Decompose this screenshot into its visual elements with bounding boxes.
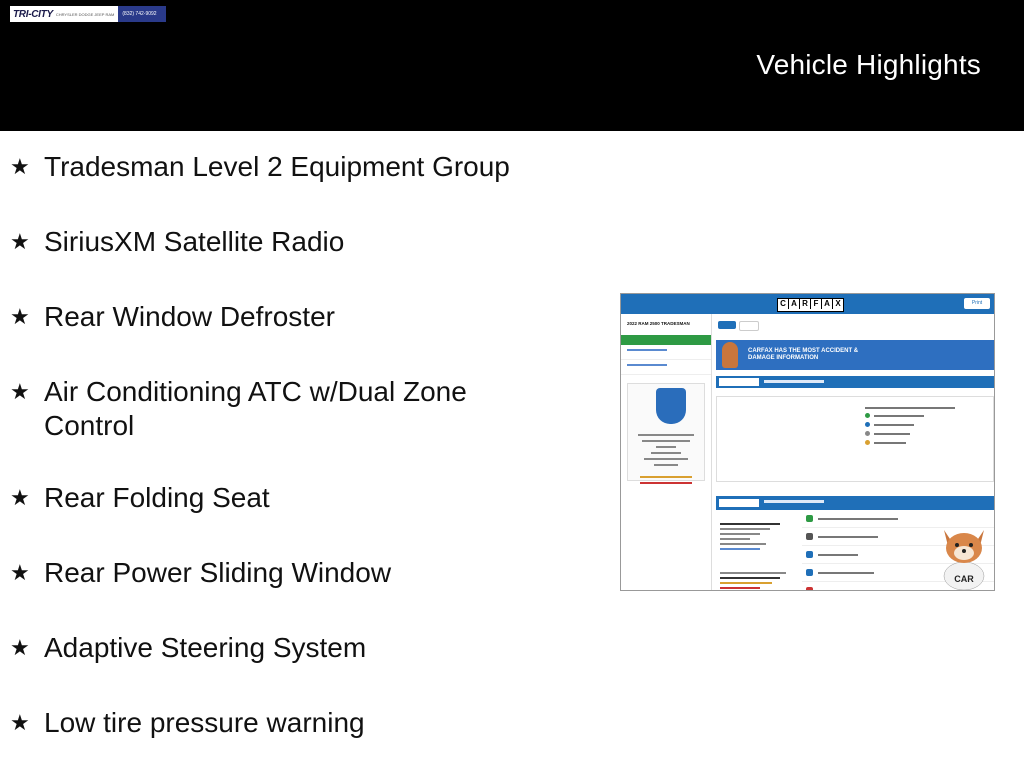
feature-list [10,150,570,740]
feature-label: Rear Folding Seat [44,482,270,513]
feature-item [10,631,570,665]
feature-item [10,706,570,740]
carfax-main [712,314,994,590]
carfax-menu-active[interactable] [621,335,711,345]
carfax-promo-banner [716,340,994,370]
carfax-logo: C A R F A X [777,298,844,312]
feature-item [10,225,570,259]
carfax-topbar [621,294,994,314]
carfax-report-image[interactable] [620,293,995,591]
logo-subtitle: CHRYSLER DODGE JEEP RAM [55,11,115,17]
star-icon: ★ [10,560,30,585]
banner-text: CARFAX HAS THE MOST ACCIDENT & DAMAGE INFORMATION [748,348,859,361]
vehicle-history-bar [716,496,994,510]
feature-item [10,556,570,590]
feature-label: SiriusXM Satellite Radio [44,226,345,257]
star-icon: ★ [10,710,30,735]
carfax-vehicle-title: 2022 RAM 2500 TRADESMAN [627,321,690,326]
print-button[interactable]: Print [964,298,990,309]
header-banner [0,0,1024,131]
svg-text:CAR: CAR [954,574,974,584]
dealer-logo[interactable] [10,6,166,22]
vehicle-history-box [716,510,994,590]
star-icon: ★ [10,229,30,254]
star-icon: ★ [10,485,30,510]
feature-label: Air Conditioning ATC w/Dual Zone Control [44,376,467,441]
carfax-menu-item[interactable] [621,349,711,360]
star-icon: ★ [10,154,30,179]
star-icon: ★ [10,304,30,329]
feature-label: Rear Window Defroster [44,301,335,332]
star-icon: ★ [10,379,30,404]
logo-phone: (832) 742-9092 [118,6,166,22]
feature-label: Low tire pressure warning [44,707,365,738]
tab-report[interactable] [718,321,736,329]
logo-brand-text: TRI-CITY [13,8,53,20]
feature-label: Rear Power Sliding Window [44,557,392,588]
feature-item [10,375,514,443]
tab-search[interactable] [739,321,759,331]
buyback-badge-icon [656,388,686,424]
carfax-dealer-card [627,383,705,481]
feature-item [10,150,570,184]
feature-label: Adaptive Steering System [44,632,367,663]
page-title: Vehicle Highlights [756,49,981,80]
history-value-box [716,396,994,482]
carfax-menu-item[interactable] [621,364,711,375]
feature-label: Tradesman Level 2 Equipment Group [44,151,510,182]
feature-item [10,481,570,515]
star-icon: ★ [10,635,30,660]
history-value-bar [716,376,994,388]
carfax-tabs [712,314,994,332]
carfox-icon [722,342,738,368]
carfax-sidebar [621,314,712,590]
carfox-mascot-icon [938,522,990,590]
feature-item [10,300,570,334]
